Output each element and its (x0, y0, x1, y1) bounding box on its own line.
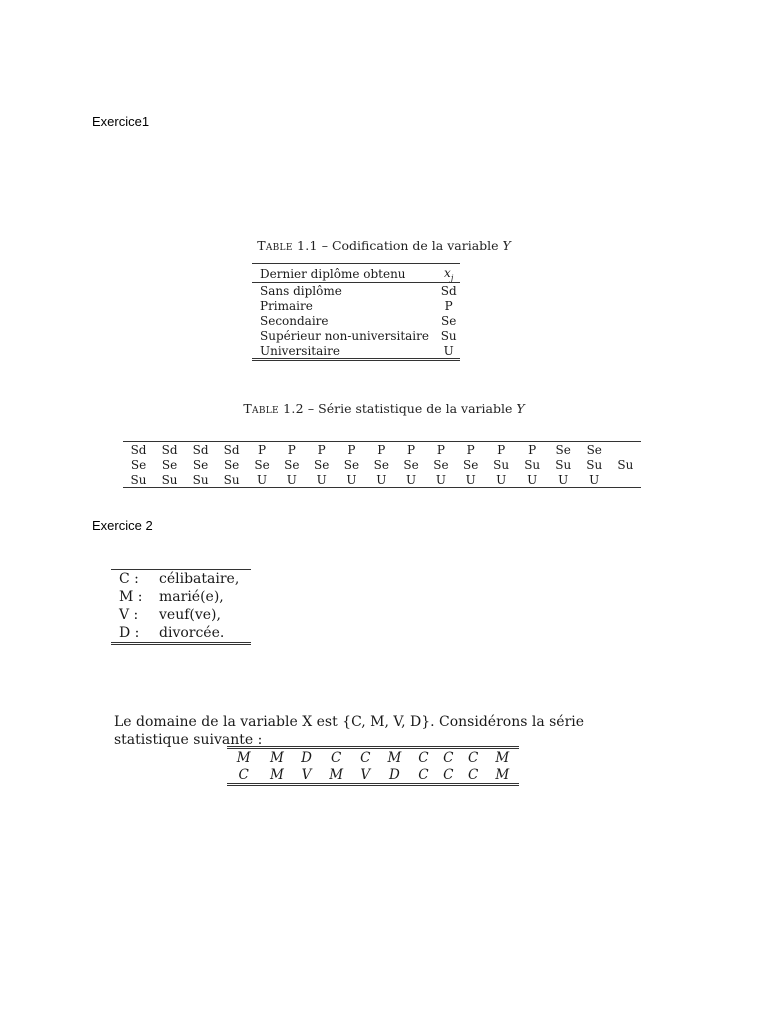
code-cell: Su (440, 328, 457, 343)
series-cell: Se (433, 457, 449, 472)
code-cell: Sd (440, 283, 457, 298)
series-cell: P (287, 442, 296, 457)
table-row (123, 472, 641, 488)
series-cell: P (528, 442, 537, 457)
table2-caption (0, 401, 768, 416)
legend-row (111, 606, 251, 624)
series-cell: P (466, 442, 475, 457)
series-cell: Se (223, 457, 240, 472)
table2-caption-prefix: Table 1.2 (243, 401, 304, 416)
series-cell: Su (192, 472, 209, 487)
series-value: C (468, 749, 479, 766)
series-cell (610, 442, 641, 458)
series-value: M (269, 766, 284, 783)
legend-row (111, 570, 251, 589)
table1-caption-text: – Codification de la variable (317, 238, 503, 253)
series-value: C (360, 749, 371, 766)
series-cell: Su (617, 457, 634, 472)
table-row (252, 313, 460, 328)
table-header-row (252, 264, 460, 283)
domain-paragraph: Le domaine de la variable X est {C, M, V, D}. Considérons la série statistique suivante : (114, 714, 585, 748)
statistical-series-table (123, 441, 641, 488)
column-header-diploma: Dernier diplôme obtenu (252, 264, 437, 283)
series-cell: U (256, 472, 268, 487)
table2-caption-text: – Série statistique de la variable (303, 401, 517, 416)
series-cell: Sd (130, 442, 147, 457)
table1-caption (0, 238, 768, 253)
diploma-cell: Supérieur non-universitaire (260, 328, 429, 343)
series-cell: U (465, 472, 476, 487)
diploma-cell: Secondaire (260, 313, 329, 328)
series-cell: P (377, 442, 386, 457)
series-cell: U (589, 472, 600, 487)
series-cell: Su (223, 472, 240, 487)
series-value: M (236, 749, 251, 766)
series-value: C (238, 766, 249, 783)
series-cell: Su (524, 457, 541, 472)
series-cell: U (286, 472, 297, 487)
series-value: M (387, 749, 402, 766)
code-cell: P (444, 298, 453, 313)
table2-caption-var: Y (516, 401, 525, 416)
legend-code: M : (119, 589, 143, 605)
series-value: C (443, 749, 454, 766)
legend-code: D : (119, 625, 140, 641)
legend-row (111, 624, 251, 644)
series-value: D (388, 766, 400, 783)
series-cell: Su (555, 457, 572, 472)
legend-label: veuf(ve), (159, 607, 221, 623)
series-cell: Su (586, 457, 603, 472)
legend-code: V : (119, 607, 139, 623)
series-cell: P (436, 442, 445, 457)
series-value: D (301, 749, 312, 766)
series-cell: P (497, 442, 506, 457)
series-cell: U (316, 472, 327, 487)
series-cell: Su (130, 472, 147, 487)
series-cell: Sd (161, 442, 178, 457)
diploma-cell: Universitaire (252, 343, 437, 360)
series-cell: Su (493, 457, 510, 472)
table-row (227, 766, 519, 785)
codification-table (252, 263, 460, 361)
series-cell: Se (555, 442, 571, 457)
series-value: V (301, 766, 312, 783)
series-value: V (360, 766, 371, 783)
marital-series-table (227, 746, 519, 786)
series-cell: Se (254, 457, 270, 472)
legend-label: célibataire, (159, 571, 240, 587)
exercise1-heading: Exercice1 (92, 114, 150, 129)
exercise2-heading: Exercice 2 (92, 518, 153, 533)
table-row (123, 442, 641, 458)
code-subscript: j (450, 273, 454, 283)
legend-label: marié(e), (159, 589, 224, 605)
series-cell: U (558, 472, 569, 487)
series-value: C (468, 766, 479, 783)
series-cell: Se (192, 457, 209, 472)
series-cell: Se (373, 457, 389, 472)
series-cell: Se (130, 457, 147, 472)
series-cell: U (406, 472, 417, 487)
series-cell: P (257, 442, 267, 457)
table-row (123, 457, 641, 472)
series-cell: Se (463, 457, 479, 472)
legend-label: divorcée. (159, 625, 225, 641)
legend-row (111, 588, 251, 606)
series-cell: Se (586, 442, 602, 457)
series-value: C (331, 749, 342, 766)
series-cell: Se (403, 457, 419, 472)
series-value: M (269, 749, 284, 766)
series-cell: U (496, 472, 507, 487)
series-cell: Se (161, 457, 178, 472)
series-cell: U (346, 472, 357, 487)
table1-caption-var: Y (502, 238, 511, 253)
series-cell: U (376, 472, 387, 487)
series-value: C (418, 749, 429, 766)
code-symbol: x (444, 266, 451, 280)
table1-caption-prefix: Table 1.1 (257, 238, 318, 253)
series-cell: Se (343, 457, 360, 472)
series-cell: P (347, 442, 356, 457)
code-cell: U (437, 343, 460, 360)
series-cell: Sd (192, 442, 209, 457)
column-header-code (437, 264, 460, 283)
table-row (252, 298, 460, 313)
series-value: C (418, 766, 429, 783)
series-cell: P (317, 442, 326, 457)
diploma-cell: Sans diplôme (260, 283, 342, 298)
series-cell: Se (313, 457, 330, 472)
table-row (227, 748, 519, 767)
series-value: M (329, 766, 344, 783)
table-row (252, 328, 460, 343)
series-cell (610, 472, 641, 488)
series-cell: U (527, 472, 538, 487)
series-value: M (495, 766, 510, 783)
table-row (252, 283, 460, 299)
series-cell: Se (284, 457, 300, 472)
code-cell: Se (441, 313, 457, 328)
diploma-cell: Primaire (260, 298, 313, 313)
series-cell: Su (161, 472, 178, 487)
series-cell: U (435, 472, 446, 487)
table-row (252, 343, 460, 360)
series-value: M (495, 749, 510, 766)
status-legend-table (111, 569, 251, 645)
legend-code: C : (119, 571, 139, 587)
series-cell: Sd (223, 442, 240, 457)
series-value: C (443, 766, 454, 783)
series-cell: P (407, 442, 416, 457)
